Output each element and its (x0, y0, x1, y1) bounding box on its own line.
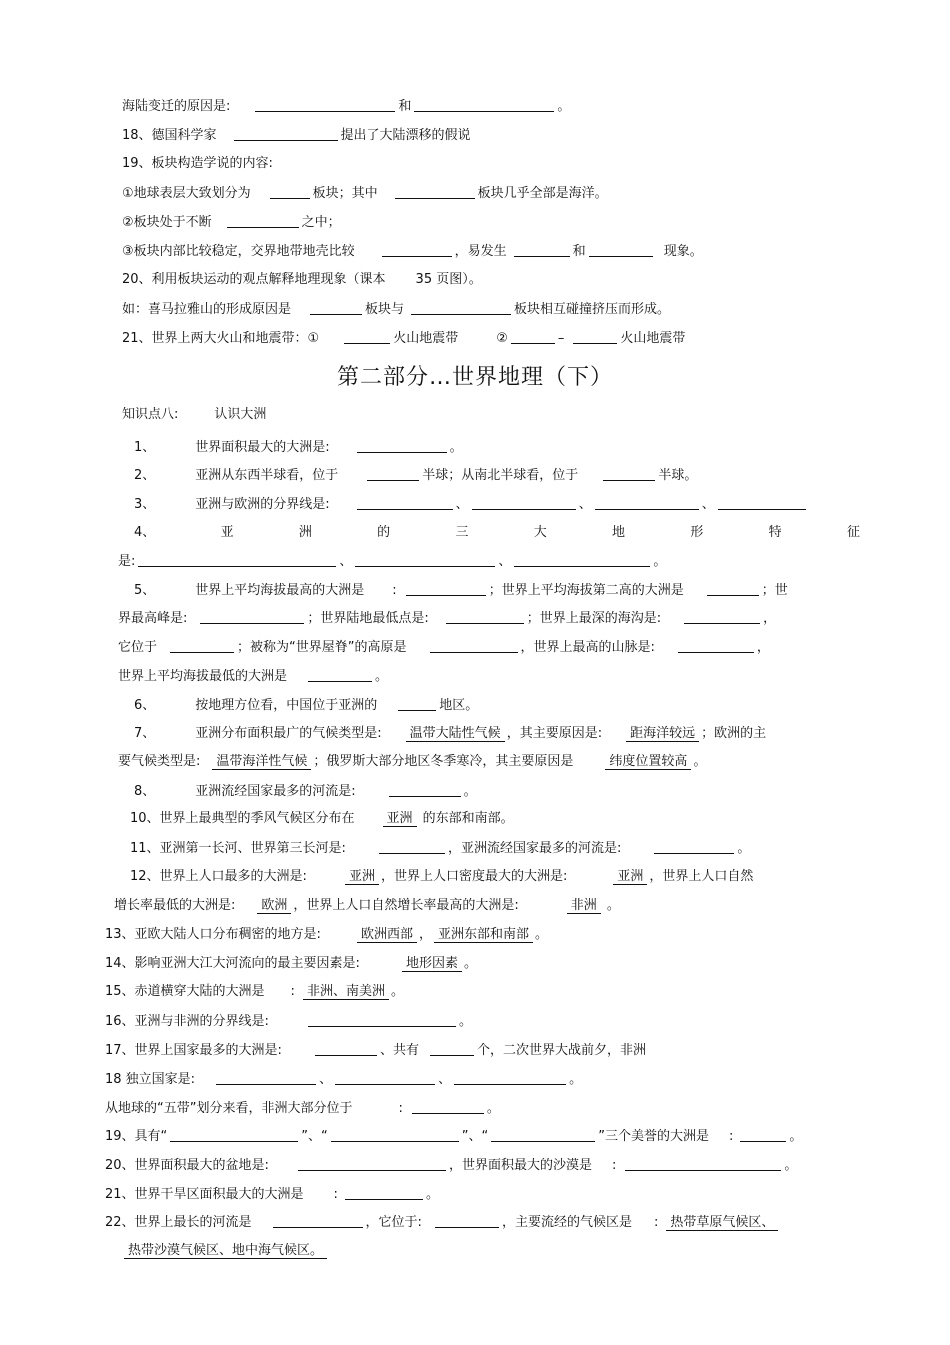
question-6: 6、 按地理方位看，中国位于亚洲的 地区。 (134, 698, 479, 713)
part-title: 第二部分…世界地理（下） (336, 365, 613, 390)
blank[interactable] (170, 638, 234, 653)
answer: 纬度位置较高 (605, 754, 691, 770)
question-18b: 从地球的“五带”划分来看，非洲大部分位于 : 。 (105, 1101, 500, 1116)
blank[interactable] (335, 1070, 435, 1085)
line-sea-land-change: 海陆变迁的原因是: 和 。 (122, 99, 571, 114)
blank[interactable] (379, 839, 445, 854)
q18-german-scientist: 18、德国科学家 提出了大陆漂移的假说 (122, 128, 471, 143)
answer: 热带沙漠气候区、地中海气候区。 (124, 1243, 327, 1259)
question-12-line2: 增长率最低的大洲是: 欧洲 ，世界上人口自然增长率最高的大洲是: 非洲 。 (114, 898, 620, 913)
blank[interactable] (589, 242, 653, 257)
blank[interactable] (511, 329, 555, 344)
blank[interactable] (227, 213, 299, 228)
blank[interactable] (430, 1041, 474, 1056)
blank[interactable] (406, 581, 486, 596)
question-4-line2: 是: 、 、 。 (118, 554, 667, 569)
question-18: 18 独立国家是: 、 、 。 (105, 1072, 583, 1087)
question-1: 1、 世界面积最大的大洲是: 。 (134, 440, 463, 455)
blank[interactable] (200, 609, 304, 624)
blank[interactable] (234, 126, 338, 141)
blank[interactable] (273, 1213, 363, 1228)
blank[interactable] (595, 495, 699, 510)
question-17: 17、世界上国家最多的大洲是: 、共有 个，二次世界大战前夕，非洲 (105, 1043, 646, 1058)
question-22-line2 (122, 1242, 329, 1260)
blank[interactable] (414, 97, 554, 112)
question-5-line2: 界最高峰是: ；世界陆地最低点是: ；世界上最深的海沟是: ， (118, 611, 777, 626)
blank[interactable] (603, 466, 655, 481)
q19-item2: ②板块处于不断 之中； (122, 215, 341, 230)
question-14: 14、影响亚洲大江大河流向的最主要因素是: 地形因素 。 (105, 956, 477, 971)
blank[interactable] (430, 638, 518, 653)
answer: 亚洲 (345, 869, 379, 885)
section-heading: 知识点八: 认识大洲 (122, 407, 267, 422)
blank[interactable] (255, 97, 395, 112)
blank[interactable] (514, 242, 570, 257)
blank[interactable] (389, 782, 461, 797)
blank[interactable] (315, 1041, 377, 1056)
blank[interactable] (355, 552, 495, 567)
blank[interactable] (398, 696, 436, 711)
answer: 地形因素 (402, 956, 462, 972)
blank[interactable] (308, 1012, 456, 1027)
answer: 温带大陆性气候 (406, 726, 505, 742)
question-10: 10、世界上最典型的季风气候区分布在 亚洲 的东部和南部。 (130, 811, 514, 826)
answer: 热带草原气候区、 (666, 1215, 778, 1231)
question-11: 11、亚洲第一长河、世界第三长河是: ，亚洲流经国家最多的河流是: 。 (130, 841, 751, 856)
question-22-line1: 22、世界上最长的河流是 ，它位于: ，主要流经的气候区是 : 热带草原气候区、 (105, 1213, 780, 1232)
blank[interactable] (308, 667, 372, 682)
blank[interactable] (454, 1070, 566, 1085)
question-15: 15、赤道横穿大陆的大洲是 : 非洲、南美洲 。 (105, 984, 404, 999)
blank[interactable] (625, 1156, 781, 1171)
question-4-line1: 4、 亚 洲 的 三 大 地 形 特 征 (134, 525, 860, 540)
blank[interactable] (684, 609, 760, 624)
blank[interactable] (718, 495, 806, 510)
blank[interactable] (367, 466, 419, 481)
q20-example: 如：喜马拉雅山的形成原因是 板块与 板块相互碰撞挤压而形成。 (122, 302, 671, 317)
blank[interactable] (357, 438, 447, 453)
q21-volcano-belts: 21、世界上两大火山和地震带：① 火山地震带 ② – 火山地震带 (122, 331, 686, 346)
answer: 距海洋较远 (626, 726, 699, 742)
blank[interactable] (678, 638, 754, 653)
q19-item1: ①地球表层大致划分为 板块；其中 板块几乎全部是海洋。 (122, 186, 608, 201)
question-13: 13、亚欧大陆人口分布稠密的地方是: 欧洲西部 ， 亚洲东部和南部 。 (105, 927, 548, 942)
question-3: 3、 亚洲与欧洲的分界线是: 、 、 、 (134, 495, 809, 514)
answer: 温带海洋性气候 (212, 754, 311, 770)
answer: 亚洲 (613, 869, 647, 885)
question-7-line2: 要气候类型是: 温带海洋性气候 ；俄罗斯大部分地区冬季寒冷，其主要原因是 纬度位置较高 。 (118, 754, 707, 769)
blank[interactable] (707, 581, 759, 596)
question-21: 21、世界干旱区面积最大的大洲是 : 。 (105, 1187, 439, 1202)
blank[interactable] (435, 1213, 499, 1228)
blank[interactable] (310, 300, 362, 315)
question-12-line1: 12、世界上人口最多的大洲是: 亚洲 ，世界上人口密度最大的大洲是: 亚洲 ，世界上人口自然 (130, 869, 754, 884)
answer: 欧洲 (257, 898, 291, 914)
question-20: 20、世界面积最大的盆地是: ，世界面积最大的沙漠是 : 。 (105, 1158, 798, 1173)
blank[interactable] (573, 329, 617, 344)
q20-plate-movement: 20、利用板块运动的观点解释地理现象（课本 35 页图）。 (122, 272, 482, 287)
blank[interactable] (446, 609, 524, 624)
question-5-line3: 它位于 ；被称为“世界屋脊”的高原是 ，世界上最高的山脉是: ， (118, 640, 770, 655)
answer: 亚洲东部和南部 (434, 927, 533, 943)
question-8: 8、 亚洲流经国家最多的河流是: 。 (134, 784, 477, 799)
question-16: 16、亚洲与非洲的分界线是: 。 (105, 1014, 472, 1029)
blank[interactable] (491, 1127, 595, 1142)
answer: 欧洲西部 (357, 927, 417, 943)
blank[interactable] (740, 1127, 786, 1142)
question-7-line1: 7、 亚洲分布面积最广的气候类型是: 温带大陆性气候 ，其主要原因是: 距海洋较远 ；欧洲的主 (134, 726, 767, 741)
question-2: 2、 亚洲从东西半球看，位于 半球；从南北半球看，位于 半球。 (134, 468, 698, 483)
blank[interactable] (412, 1099, 484, 1114)
answer: 非洲 (567, 898, 601, 914)
blank[interactable] (472, 495, 576, 510)
answer: 非洲、南美洲 (303, 984, 389, 1000)
blank[interactable] (654, 839, 734, 854)
answer: 亚洲 (383, 811, 417, 827)
blank[interactable] (395, 184, 475, 199)
blank[interactable] (170, 1127, 298, 1142)
blank[interactable] (345, 1185, 423, 1200)
q19-plate-theory: 19、板块构造学说的内容: (122, 156, 273, 171)
blank[interactable] (357, 495, 453, 510)
question-5-line4: 世界上平均海拔最低的大洲是 。 (118, 669, 389, 684)
blank[interactable] (270, 184, 310, 199)
blank[interactable] (382, 242, 452, 257)
blank[interactable] (411, 300, 511, 315)
blank[interactable] (331, 1127, 459, 1142)
question-5-line1: 5、 世界上平均海拔最高的大洲是 : ；世界上平均海拔第二高的大洲是 ；世 (134, 583, 788, 598)
blank[interactable] (514, 552, 650, 567)
q19-item3: ③板块内部比较稳定，交界地带地壳比较 ，易发生 和 现象。 (122, 244, 703, 259)
blank[interactable] (344, 329, 390, 344)
blank[interactable] (216, 1070, 316, 1085)
question-19: 19、具有“ ”、“ ”、“ ”三个美誉的大洲是 : 。 (105, 1129, 803, 1144)
blank[interactable] (298, 1156, 446, 1171)
blank[interactable] (138, 552, 336, 567)
